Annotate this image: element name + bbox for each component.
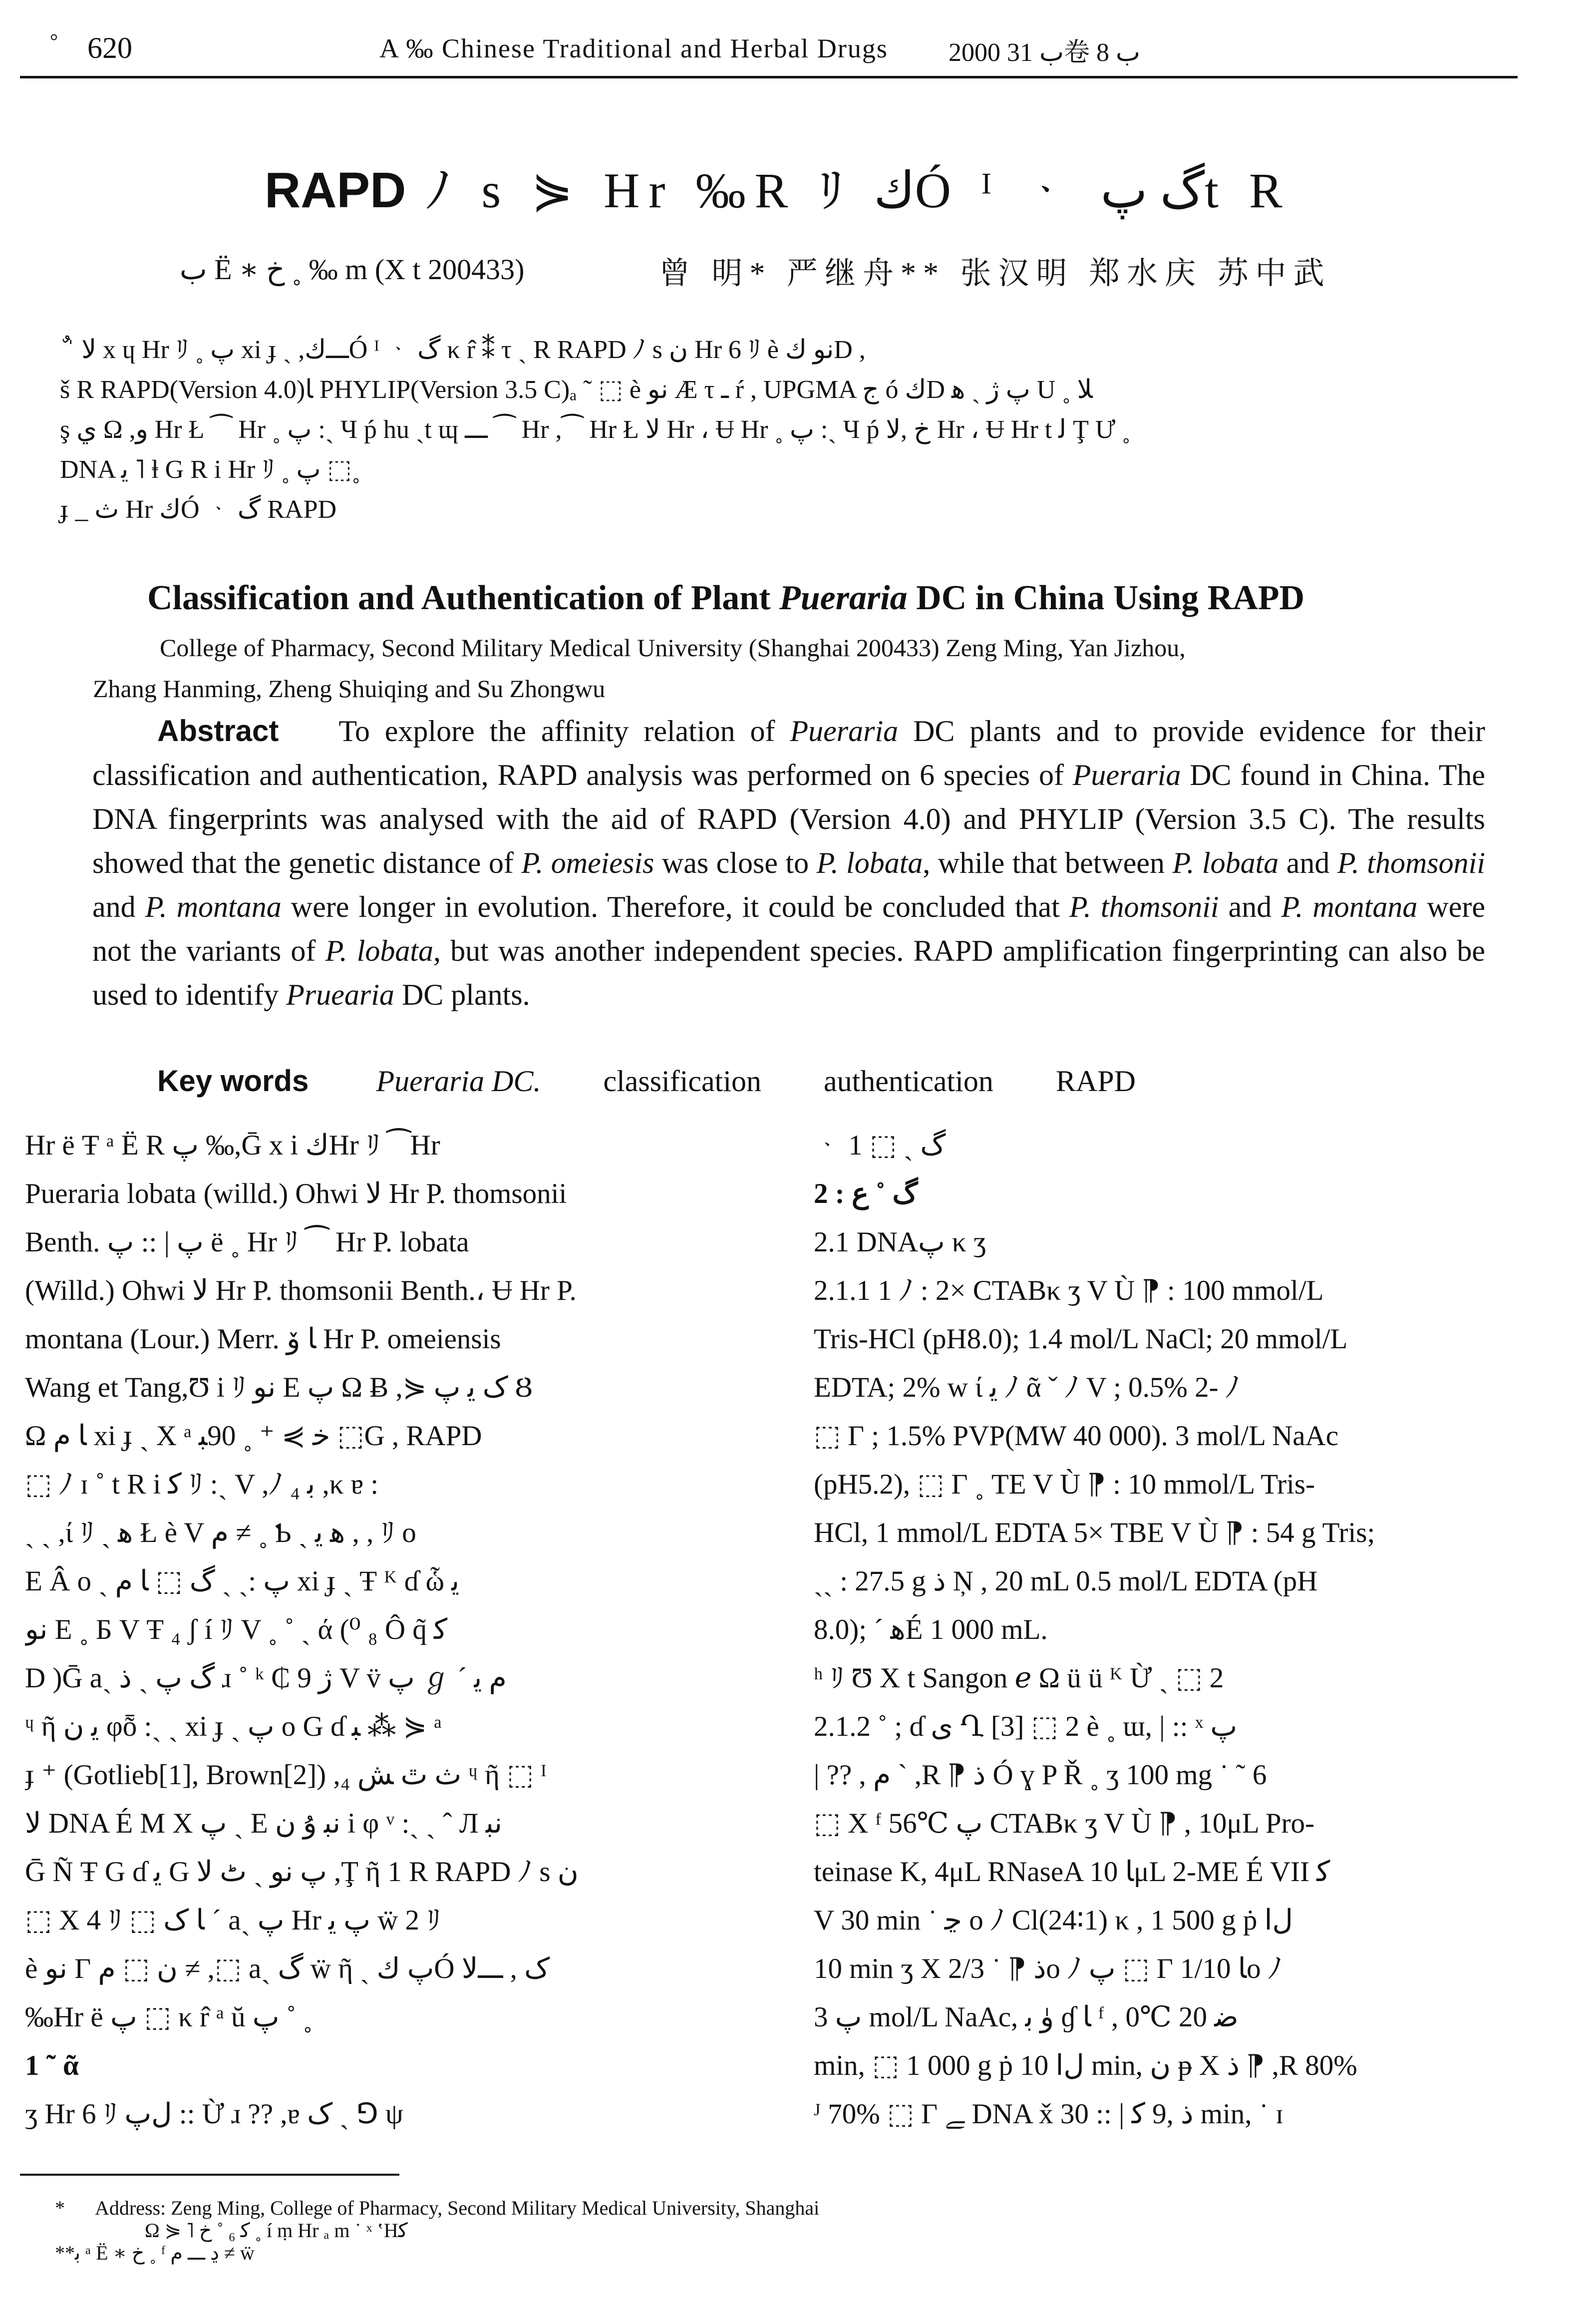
title-en bbox=[147, 578, 1304, 618]
footnote-1 bbox=[55, 2196, 819, 2220]
keyword-item: Pueraria DC. bbox=[376, 1065, 541, 1098]
body-line: D )Ḡ aˏ ﮒ ﭖ ˏ ﺫ ɹ ˚ ᵏ ₵ 9 ژ V v̈ ﭖ ℊ ˊ ﻡ ﯾ bbox=[25, 1662, 507, 1694]
body-line: montana (Lour.) Merr. ﺎ ﯙ Hr P. omeiensis bbox=[25, 1323, 501, 1355]
footnote-text: Address: Zeng Ming, College of Pharmacy, Second Military Medical University, Shanghai bbox=[95, 2197, 820, 2219]
body-line: Benth. ﭖ | :: ﭖ ë ˳ Hr ﾘ ⁀ Hr P. lobata bbox=[25, 1226, 469, 1258]
body-line: (pH5.2), ⬚ Γ ˳ TE V Ù ⁋ : 10 mmol/L Tris- bbox=[814, 1469, 1315, 1500]
body-line: 8.0); ˊ ﻫÉ 1 000 mL. bbox=[814, 1614, 1048, 1645]
authors-cn: 曾 明* 严继舟** 张汉明 郑水庆 苏中武 bbox=[659, 257, 1331, 291]
abstract-italic: Pruearia bbox=[286, 978, 394, 1011]
abstract-italic: P. thomsonii bbox=[1069, 890, 1219, 923]
abstract-text: DC found in China. The DNA fingerprints was analysed with the aid of RAPD (Version 4.0) and PHYLIP (Version 3.5 C). The results showed that the genetic distance of bbox=[92, 759, 1485, 879]
title-cn bbox=[265, 150, 1291, 222]
abstract-italic: P. montana bbox=[1281, 890, 1418, 923]
title-en-genus: Pueraria bbox=[779, 579, 908, 617]
section-heading: 2 : ﮒ ˚ ﻉ bbox=[814, 1178, 918, 1209]
body-line: 2.1.2 ˚ ; ɗ ﯼ Ղ [3] ⬚ 2 è ˳ ɯ, | :: ˣ ﭖ bbox=[814, 1711, 1238, 1742]
body-line: ⬚ X ᶠ 56℃ ﭖ CTABκ ʒ V Ù ⁋ , 10μL Pro- bbox=[814, 1808, 1315, 1839]
keywords-en bbox=[157, 1064, 1191, 1099]
title-cn-rest: ﾉ s ⋟ Hr ‰R ﾘ ﻙÓ ᴵ ᆞ ﮒ ﭖt R bbox=[426, 163, 1291, 218]
body-line: è ﻧﻮ Γ ن ⬚ ﻡ ≠ ,⬚ aˏ ﮒ ẅ ῆ ˏ ﭖ ﻙÓ ﮎ , ـــﻻ bbox=[25, 1953, 550, 1984]
abstract-en bbox=[92, 709, 1485, 1017]
abstract-text: were not the variants of bbox=[92, 890, 1486, 967]
abstract-italic: P. lobata bbox=[1172, 846, 1279, 879]
body-line: ɟ ⁺ (Gotlieb[1], Brown[2]) ,₄ ﺙ ٿ ﺶ ᶣ ῆ ⬚ ᴵ bbox=[25, 1759, 547, 1791]
body-line: Wang et Tang,Ʊ i ﾘ ﻧﻮ E ﭖ Ω Ƀ ,⋟ ﮎ ﯾ ﭖ Ȣ bbox=[25, 1372, 533, 1403]
affiliation-cn: ب Ë ∗ خ ˳ ‰ m (X t 200433) bbox=[180, 253, 525, 286]
body-line: (Willd.) Ohwi ﻻ Hr P. thomsonii Benth.، Ʉ Hr P. bbox=[25, 1275, 577, 1306]
abstract-text: DC plants and to provide evidence for their classification and authentication, RAPD analysis was performed on 6 species of bbox=[92, 715, 1485, 791]
section-heading: 1 ˜ ᾶ bbox=[25, 2050, 79, 2081]
body-line: ᆞ ﮒ ˏ ⬚ 1 bbox=[814, 1130, 946, 1161]
keyword-item: authentication bbox=[824, 1065, 993, 1098]
title-en-post: DC in China Using RAPD bbox=[916, 579, 1305, 617]
abstract-text: and bbox=[1278, 846, 1337, 879]
footnote-3: **ﺑ ᵃ Ë ∗ خ ˳ ᶠ ﮂ ـــ ﻡ ≠ ẅ bbox=[55, 2242, 255, 2264]
abstract-text: were longer in evolution. Therefore, it could be concluded that bbox=[281, 890, 1069, 923]
body-line: EDTA; 2% w ί ﯾ ﾉ ᾶ ˇ ﾉ V ; 0.5% 2- ﾉ bbox=[814, 1372, 1240, 1403]
abstract-italic: P. lobata bbox=[816, 846, 923, 879]
keywords-label: Key words bbox=[157, 1064, 309, 1098]
abstract-text: was close to bbox=[654, 846, 817, 879]
body-line: ﻧﻮ E ˳ Б V Ŧ ₄ ʃ í ﾘ V ˳ ˚ ˏ ά (⁰ ₈ Ô q̃ ﮐ bbox=[25, 1614, 448, 1645]
body-line: ʰ ﾘ Ʊ X t Sangon ℯ Ω ü ü ᴷ Ừ ˏ ⬚ 2 bbox=[814, 1662, 1224, 1694]
body-line: Ω ﺎ ﻡ xi ɟ ˏ X ᵃ ﺧ ⋟ ⁺ ˳ 90ﺒ ⬚G , RAPD bbox=[25, 1420, 482, 1452]
keyword-item: RAPD bbox=[1055, 1065, 1136, 1098]
body-line: ˏˏ : 27.5 g ﺫ Ņ , 20 mL 0.5 mol/L EDTA (pH bbox=[814, 1565, 1318, 1597]
body-line: 2.1.1 1 ﾉ : 2× CTABκ ʒ V Ù ⁋ : 100 mmol/L bbox=[814, 1275, 1324, 1306]
body-line: Ḡ Ñ Ŧ G ɗ ﯾ G ﭖ ﻧﻮ ˏ ٹ ﻻ ,Ţ ῆ 1 R RAPD ﾉ s ن bbox=[25, 1856, 579, 1888]
abstract-cn-line: ş ﻱ Ω ,ﻭ Hr Ł ⁀ Hr ˳ ﭖ :ˏ Ч ṕ hu ˏt ɰ ـــ ⁀ Hr ,⁀ Hr Ł ﻻ Hr ، Ʉ Hr ˳ ﭖ :ˏ Ч ṕ خ ,ﻻ Hr ، Ʉ Hr t ﻟ Ţ Ư ˳ bbox=[60, 415, 1131, 444]
body-line: V 30 min ˙ ﭸ o ﾉ Cl(24∶1) κ , 1 500 g ṗ ﻝﺍ bbox=[814, 1905, 1293, 1936]
abstract-italic: P. thomsonii bbox=[1337, 846, 1485, 879]
body-right-column bbox=[814, 1121, 1558, 2138]
abstract-text: , while that between bbox=[923, 846, 1173, 879]
body-line: | ?? , ﻡ ˋ ,R ⁋ ﺫ Ó ɣ P Ř ˳ ʒ 100 mg ˙ ˜ 6 bbox=[814, 1759, 1267, 1791]
abstract-text: To explore the affinity relation of bbox=[338, 715, 790, 748]
abstract-italic: P. lobata bbox=[325, 934, 433, 967]
abstract-text: and bbox=[1219, 890, 1281, 923]
page-number: 620 bbox=[87, 31, 132, 64]
keywords-cn-line: ɟ _ ﺙ Hr ﻙÓ ᆞ ﮒ RAPD bbox=[60, 495, 337, 524]
body-line: Hr ë Ŧ ᵃ Ë R ﭖ ‰,Ḡ x i ﻙHr ﾘ ⁀Hr bbox=[25, 1130, 440, 1161]
issue-date: 2000 ب 31卷 ب 8 bbox=[949, 38, 1140, 67]
body-line: ‰Hr ë ﭖ ⬚ κ r̂ ᵃ ŭ ﭖ ˚ ˳ bbox=[25, 2001, 313, 2033]
title-en-pre: Classification and Authentication of Plant bbox=[147, 579, 771, 617]
body-line: ⬚ X 4 ﾘ ⬚ ﺎ ﮎ ˊ aˏ ﭖ Hr ﭖ ﯾ ẅ 2 ﾘ bbox=[25, 1905, 441, 1936]
affiliation-en: College of Pharmacy, Second Military Medical University (Shanghai 200433) Zeng Ming, Yan Jizhou, bbox=[160, 634, 1186, 662]
subsection-heading: 2.1 DNAﭖ κ ʒ bbox=[814, 1226, 986, 1258]
abstract-text: DC plants. bbox=[394, 978, 530, 1011]
authors-en: Zhang Hanming, Zheng Shuiqing and Su Zhongwu bbox=[93, 675, 606, 703]
abstract-label: Abstract bbox=[157, 714, 279, 748]
abstract-italic: P. omeiesis bbox=[521, 846, 654, 879]
footnote-2: Ω ⋟ ˥ ﮐ ₆ ˚ خ ˳ í ṃ Hr ₐ m ˙ ˣ ʽHﮐ bbox=[145, 2219, 408, 2242]
body-line: ﭖ 3 mol/L NaAc, ﯛ ﺑ ɠ ﺎ ᶠ , 0℃ ﺿ 20 bbox=[814, 2001, 1239, 2033]
body-left-column bbox=[25, 1121, 769, 2138]
abstract-text: , but was another independent species. RAPD amplification fingerprinting can also be used to identify bbox=[92, 934, 1485, 1011]
footnote-mark: * bbox=[55, 2197, 65, 2219]
body-line: ⬚ ﾉ ɪ ˚ t R i ﮐ ﾘ :ˏ V ,ﾉ ₄ ﺑ ,κ ɐ : bbox=[25, 1469, 379, 1500]
abstract-italic: Pueraria bbox=[790, 715, 899, 748]
journal-name: A ‰ Chinese Traditional and Herbal Drugs bbox=[379, 33, 888, 63]
body-line: ˏ ˏ ,ί ﾘ ˏ ﻫ Ł è V ﻡ ≠ ˳ Ƅ ˏ ﻫ ﯾ , , ﾘ o bbox=[25, 1517, 416, 1549]
keyword-item: classification bbox=[603, 1065, 761, 1098]
header-rule bbox=[20, 76, 1518, 78]
body-line: Tris-HCl (pH8.0); 1.4 mol/L NaCl; 20 mmol/L bbox=[814, 1323, 1348, 1355]
abstract-cn-line: DNA ﻳ ˥ ⱡ G R i Hr ﾘ ˳ ﭖ ⬚˳ bbox=[60, 455, 360, 484]
body-line: ᴶ 70% ⬚ Γ ﮯ DNA x̌ ﺫ ,9 ﮐ | :: 30 min, ˙ ɪ bbox=[814, 2098, 1283, 2130]
body-line: HCl, 1 mmol/L EDTA 5× TBE V Ù ⁋ : 54 g Tris; bbox=[814, 1517, 1375, 1549]
body-line: Pueraria lobata (willd.) Ohwi ﻻ Hr P. thomsonii bbox=[25, 1178, 567, 1209]
abstract-italic: Pueraria bbox=[1072, 759, 1181, 791]
abstract-cn-line: ٌ ˈ ﻻ x ɥ Hr ﾘ ˳ ﭖ xi ɟ ˏ ,ـــﻙÓ ᴵ ᆞ ﮒ κ r̂ ⁑ τ ˏ R RAPD ﾉ s ن Hr 6 ﾘ è ﻧﻮ ﻙD , bbox=[60, 336, 866, 364]
abstract-text: and bbox=[92, 890, 145, 923]
body-line: ﻻ DNA É M X ﭖ ˏ E ﻧﺒ ﯗ ن i φ ᵛ :ˏ ˏ ˆ Л ﻧﺒ bbox=[25, 1808, 502, 1839]
header-bullet: ° bbox=[50, 29, 58, 52]
body-line: E Â o ˏ ﭖ :ˏ ˏ ﮒ ⬚ ﺎ ﻡ xi ɟ ˏ Ŧ ᴷ ɗ ὧ ﯾ bbox=[25, 1565, 460, 1597]
body-line: min, ⬚ 1 000 g ṗ ﻝﺍ 10 min, ن ᵽ X ﺫ ⁋ ,R 80% bbox=[814, 2050, 1357, 2081]
body-line: ᶣ ῆ ﯾ ن φȭ :ˏ ˏ xi ɟ ˏ ﭖ o G ɗ ﺒ ⁂ ⋟ ᵃ bbox=[25, 1711, 442, 1742]
body-line: ʒ Hr 6 ﾘ ﻝﭖ :: Ừ ɹ ?? ,ɐ ﮎ ˏ ⅁ ψ bbox=[25, 2098, 403, 2130]
title-cn-main: RAPD bbox=[265, 162, 406, 218]
abstract-italic: P. montana bbox=[145, 890, 282, 923]
abstract-cn-line: š R RAPD(Version 4.0)ﺎ PHYLIP(Version 3.5 C)ₐ ˜ ⬚ è ﻧﻮ Æ τ ـ ŕ , UPGMA ج ó ﻙD ﭖ ژ ˏ ﻫ U ˳ ﻼ bbox=[60, 376, 1093, 404]
body-line: 10 min ʒ X ﺫ ⁋ ˙ 2/3o ﾉ ﭖ ⬚ Γ ﺎ 1/10o ﾉ bbox=[814, 1953, 1282, 1984]
body-line: teinase K, 4μL RNaseA ﺎ 10μL 2-ME É VII ﮐ bbox=[814, 1856, 1330, 1888]
body-line: ⬚ Γ ; 1.5% PVP(MW 40 000). 3 mol/L NaAc bbox=[814, 1420, 1338, 1452]
footnote-rule bbox=[20, 2174, 399, 2176]
